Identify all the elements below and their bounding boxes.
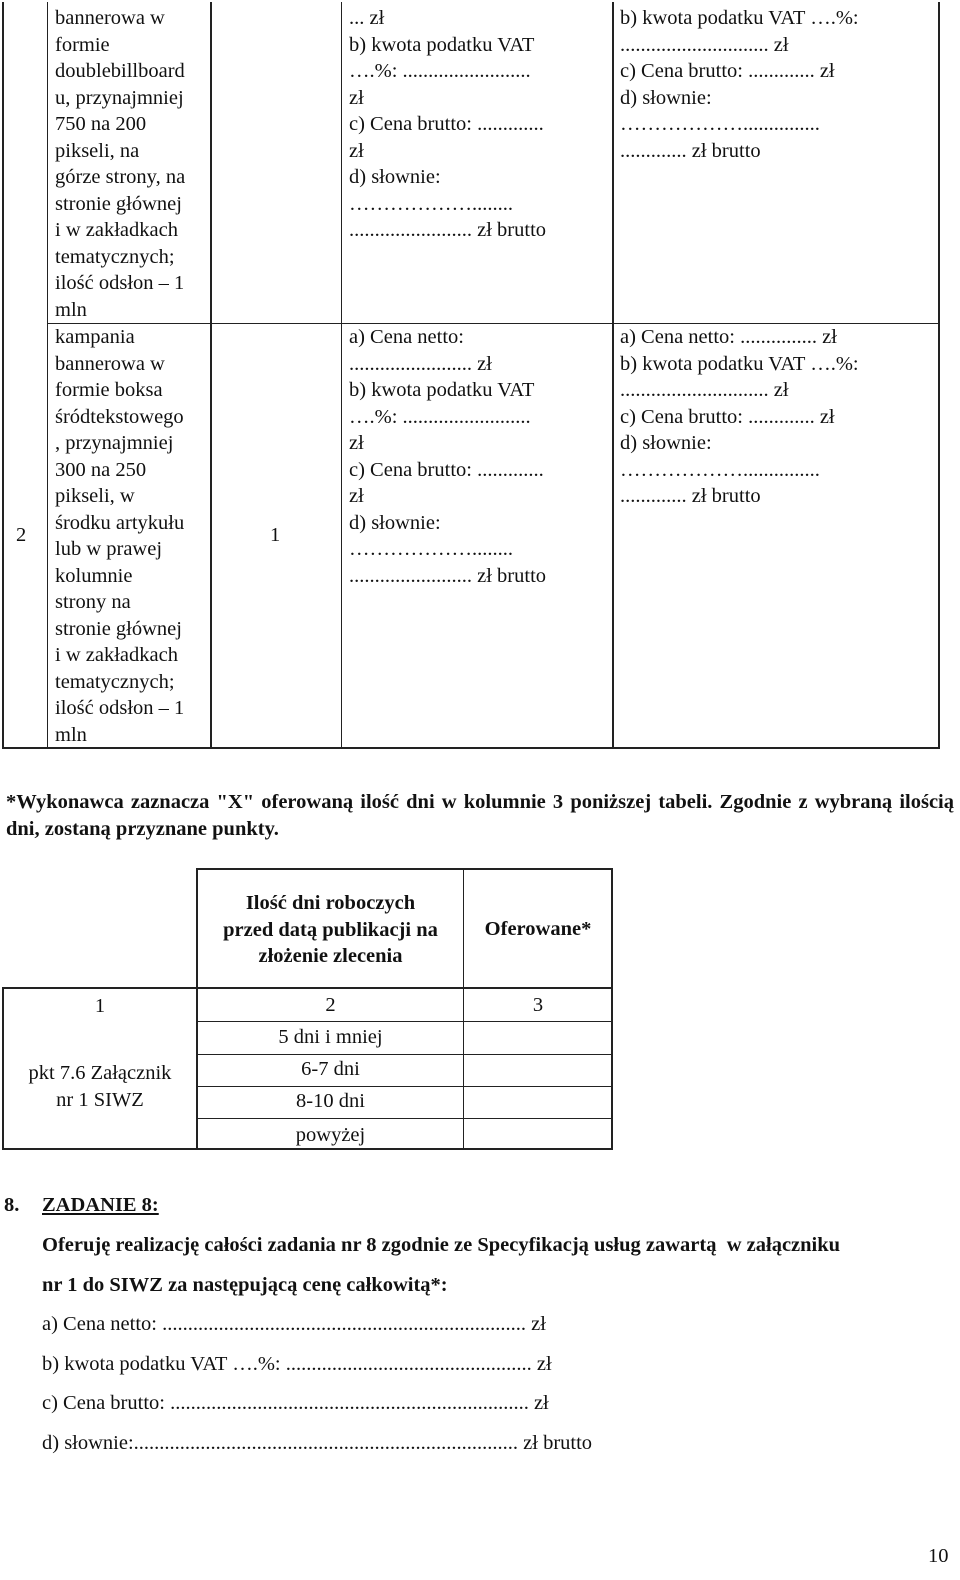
offer-cell-4[interactable] (464, 1119, 611, 1148)
service-description-2: kampania bannerowa w formie boksa śródtekstowego , przynajmniej 300 na 250 pikseli, w środku artykułu lub w prawej kolumnie strony na stronie głównej i w zakładkach tematycznych; ilość odsłon – 1 mln (55, 326, 185, 746)
task-title: ZADANIE 8: (42, 1194, 159, 1216)
column-2-number: 2 (325, 994, 336, 1016)
column-1-number: 1 (94, 995, 106, 1017)
offered-header: Oferowane* (484, 918, 592, 940)
source-reference: pkt 7.6 Załącznik nr 1 SIWZ (28, 1062, 172, 1111)
page-number: 10 (928, 1545, 949, 1567)
total-price-2: a) Cena netto: ............... zł b) kwota podatku VAT ….%: ............................. zł c) Cena brutto: ............. zł d) słownie: ………………............... ............. zł brutto (620, 326, 859, 507)
days-option-4: powyżej (295, 1124, 366, 1146)
offer-cell-3[interactable] (464, 1087, 611, 1118)
quantity-cell: 1 (270, 524, 281, 546)
offer-cell-1[interactable] (464, 1022, 611, 1054)
column-3-number: 3 (532, 994, 544, 1016)
days-option-1: 5 dni i mniej (278, 1026, 383, 1048)
net-price-line: a) Cena netto: ....................................................................... zł (42, 1313, 546, 1335)
service-description-1: bannerowa w formie doublebillboard u, przynajmniej 750 na 200 pikseli, na górze strony, na stronie głównej i w zakładkach tematycznych; ilość odsłon – 1 mln (55, 7, 186, 321)
offer-line-2: nr 1 do SIWZ za następującą cenę całkowitą*: (42, 1274, 448, 1296)
row-number: 2 (16, 524, 27, 546)
unit-price-2: a) Cena netto: ........................ zł b) kwota podatku VAT ….%: ......................... zł c) Cena brutto: ............. zł d) słownie: ………………........ ........................ zł brutto (349, 326, 547, 587)
total-price-1: b) kwota podatku VAT ….%: ............................. zł c) Cena brutto: ............. zł d) słownie: ………………............... ............. zł brutto (620, 7, 859, 162)
days-option-2: 6-7 dni (301, 1058, 360, 1080)
in-words-line: d) słownie:........................................................................... zł brutto (42, 1432, 593, 1454)
offer-note: *Wykonawca zaznacza "X" oferowaną ilość dni w kolumnie 3 poniższej tabeli. Zgodnie z wybraną ilością dni, zostaną przyznane punkty. (6, 791, 954, 840)
offer-cell-2[interactable] (464, 1055, 611, 1086)
days-header: Ilość dni roboczych przed datą publikacji na złożenie zlecenia (223, 892, 438, 967)
offer-line-1: Oferuję realizację całości zadania nr 8 zgodnie ze Specyfikacją usług zawartą w załączniku (42, 1234, 841, 1256)
unit-price-1: ... zł b) kwota podatku VAT ….%: ......................... zł c) Cena brutto: ............. zł d) słownie: ………………........ ........................ zł brutto (349, 7, 547, 241)
gross-price-line: c) Cena brutto: ...................................................................... zł (42, 1392, 549, 1414)
vat-line: b) kwota podatku VAT ….%: ................................................ zł (42, 1353, 552, 1375)
task-number: 8. (4, 1194, 20, 1216)
days-option-3: 8-10 dni (296, 1090, 365, 1112)
